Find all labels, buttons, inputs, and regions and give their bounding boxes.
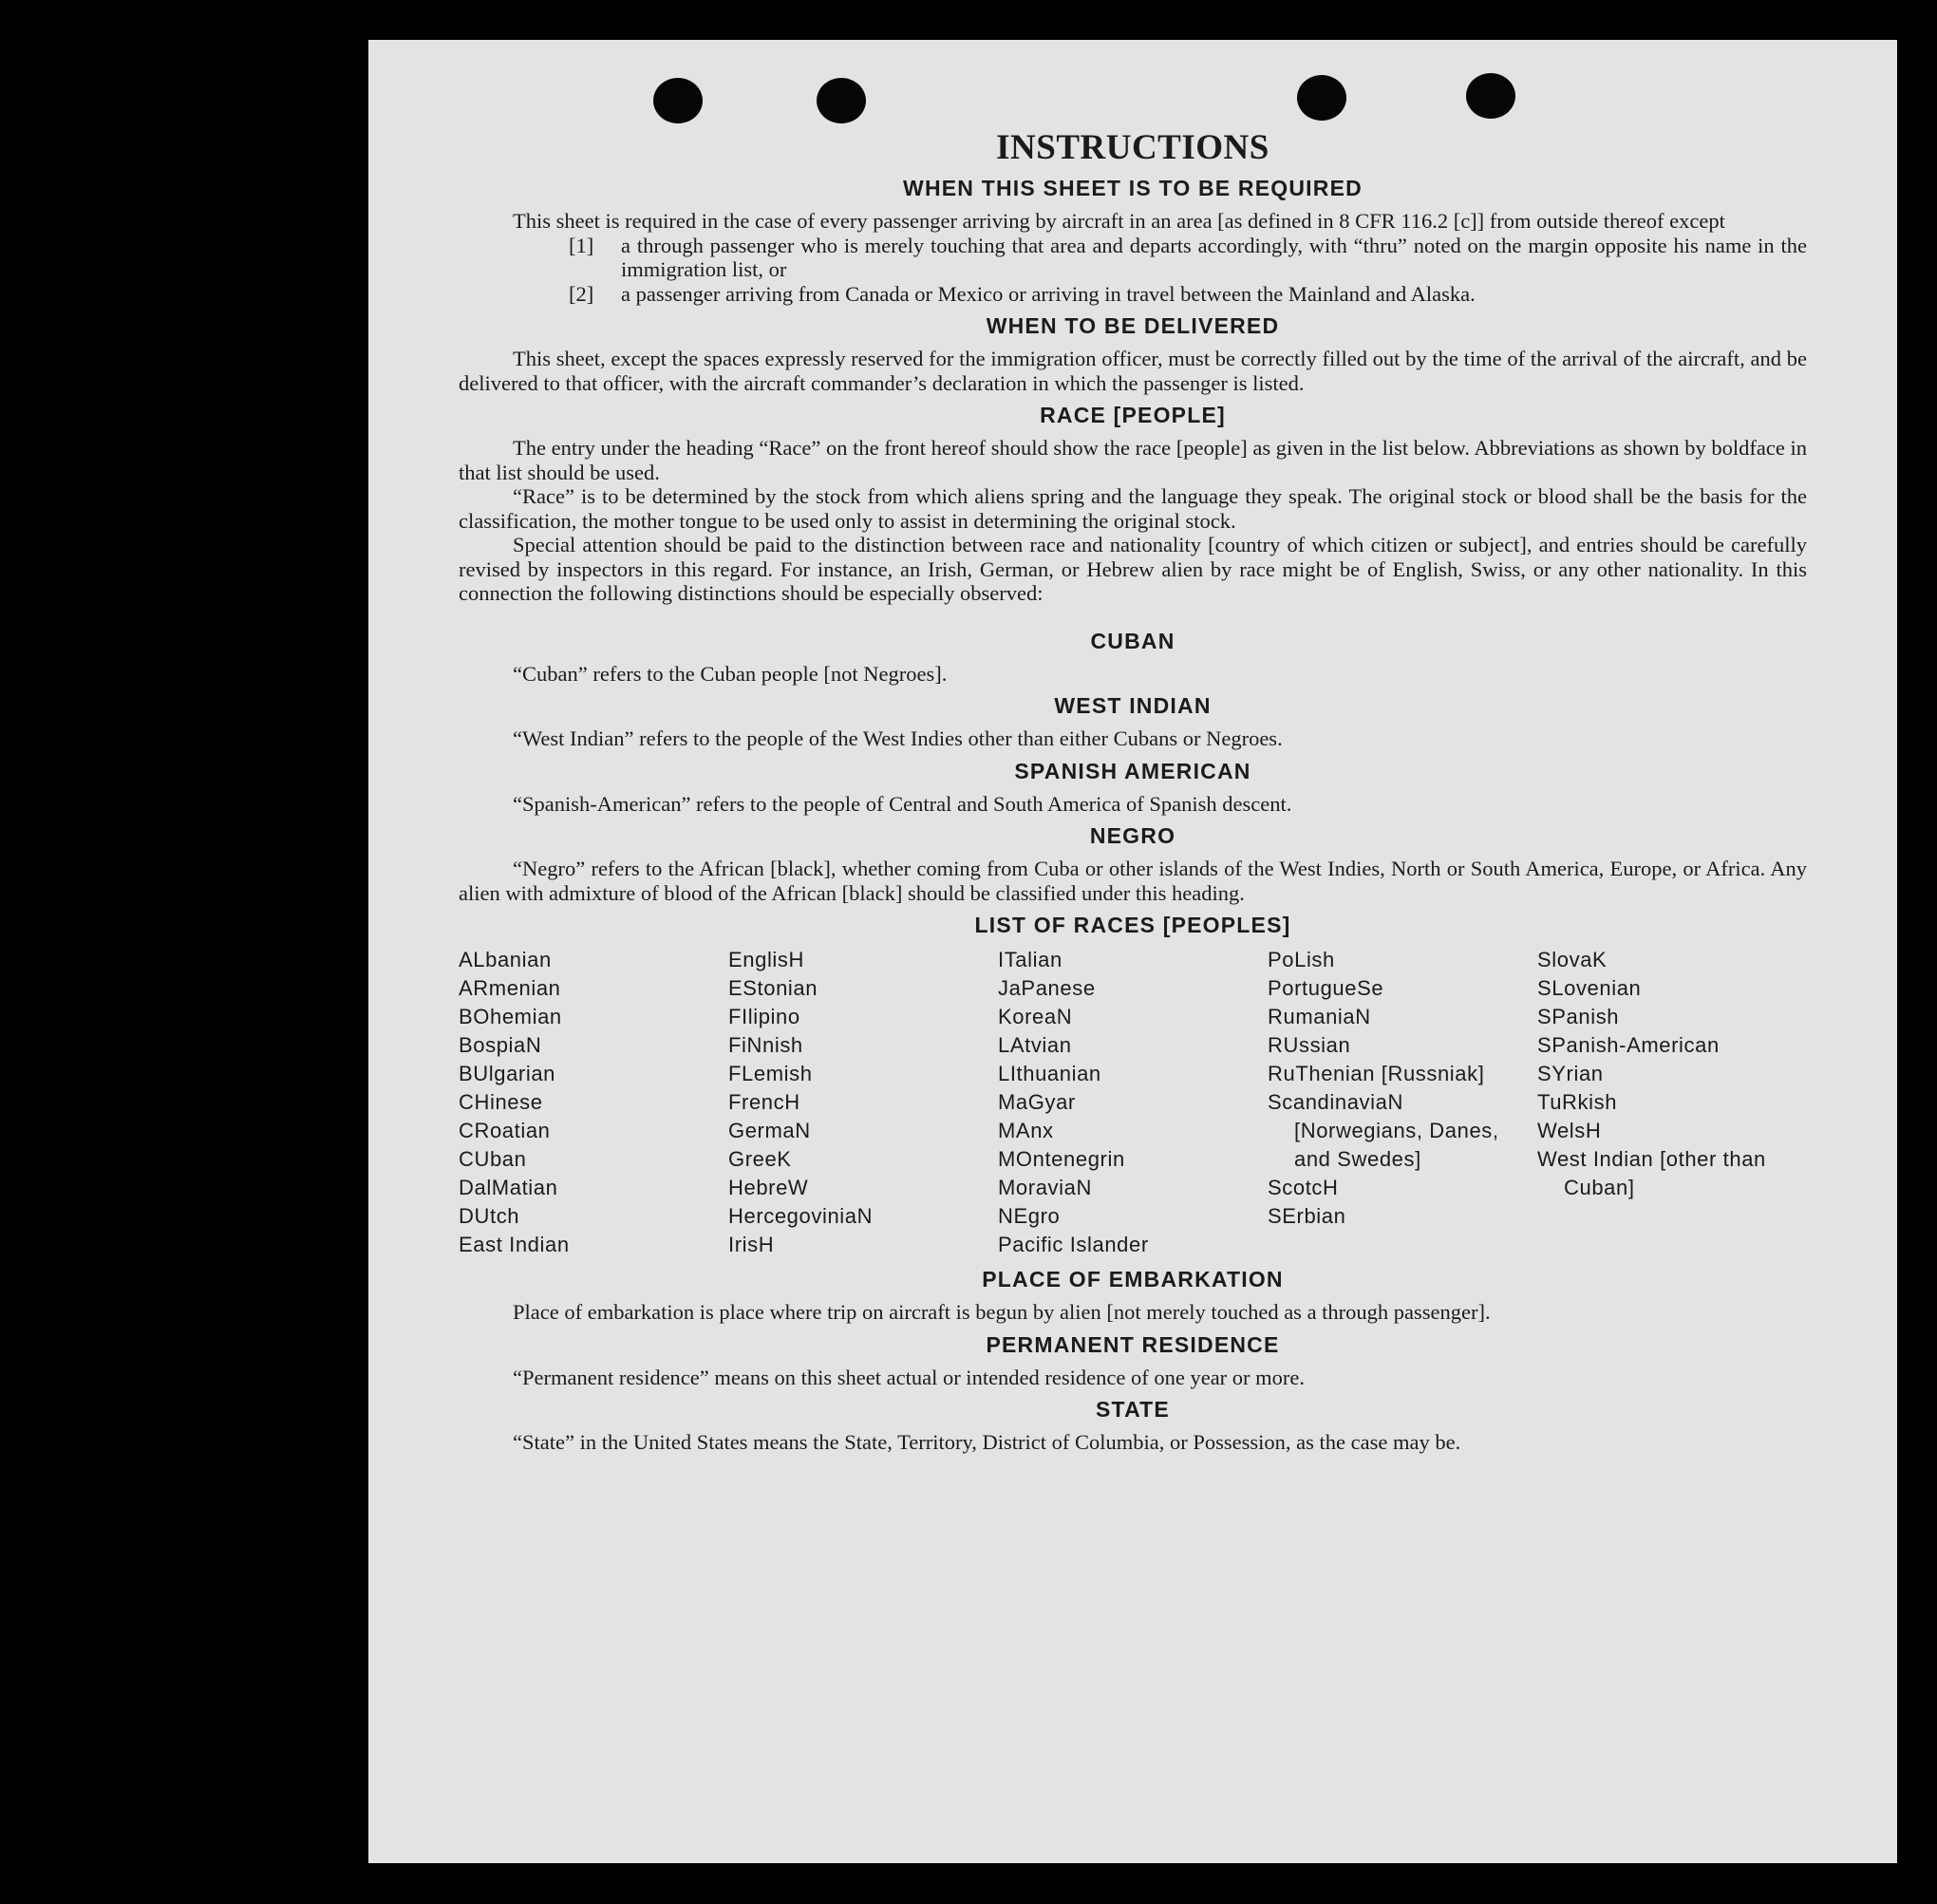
race-entry: RumaniaN (1268, 1005, 1371, 1028)
race-entry: SlovaK (1537, 948, 1608, 971)
race-entry: SYrian (1537, 1062, 1604, 1085)
punch-hole (1297, 75, 1346, 121)
heading-delivered: WHEN TO BE DELIVERED (986, 313, 1280, 338)
race-entry: WelsH (1537, 1119, 1602, 1142)
heading-required: WHEN THIS SHEET IS TO BE REQUIRED (903, 176, 1363, 200)
race-entry: MAnx (998, 1119, 1054, 1142)
race-column (1268, 946, 1537, 1259)
race-entry: SPanish (1537, 1005, 1620, 1028)
race-entry: BOhemian (459, 1005, 562, 1028)
race-entry: FIlipino (728, 1005, 800, 1028)
race-paragraph: “Race” is to be determined by the stock from which aliens spring and the language they speak. The original stock or blood shall be the basis for the classification, the mother tongue to be used only to assist in determining the original stock. (459, 484, 1807, 533)
race-column (728, 946, 998, 1259)
race-entry: ARmenian (459, 976, 561, 1000)
heading-permanent-residence: PERMANENT RESIDENCE (986, 1331, 1280, 1357)
race-entry: MOntenegrin (998, 1147, 1125, 1171)
race-entry: HercegoviniaN (728, 1204, 874, 1228)
state-text: “State” in the United States means the State, Territory, District of Columbia, or Possession, as the case may be. (513, 1430, 1461, 1454)
heading-state: STATE (1096, 1397, 1170, 1422)
race-entry: LAtvian (998, 1033, 1072, 1057)
race-entry: JaPanese (998, 976, 1096, 1000)
race-entry: ITalian (998, 948, 1063, 971)
race-entry: CHinese (459, 1090, 543, 1114)
race-entry: DalMatian (459, 1176, 558, 1199)
race-entry: MaGyar (998, 1090, 1076, 1114)
punch-hole (653, 78, 703, 123)
race-entry: FiNnish (728, 1033, 803, 1057)
race-entry: EnglisH (728, 948, 805, 971)
race-entry: KoreaN (998, 1005, 1073, 1028)
race-entry: LIthuanian (998, 1062, 1101, 1085)
race-entry: SLovenian (1537, 976, 1642, 1000)
exception-text: a through passenger who is merely touching that area and departs accordingly, with “thru” noted on the margin opposite his name in the immigration list, or (621, 233, 1807, 281)
heading-race: RACE [PEOPLE] (1040, 403, 1226, 427)
heading-embarkation: PLACE OF EMBARKATION (982, 1267, 1284, 1291)
race-entry: CUban (459, 1147, 527, 1171)
race-entry: TuRkish (1537, 1090, 1618, 1114)
race-entry: BospiaN (459, 1033, 542, 1057)
required-intro: This sheet is required in the case of every passenger arriving by aircraft in an area [as defined in 8 CFR 116.2 [c]] from outside thereof except (513, 209, 1725, 233)
race-paragraph: The entry under the heading “Race” on the front hereof should show the race [people] as given in the list below. Abbreviations as shown by boldface in that list should be used. (459, 436, 1807, 484)
race-entry: ScotcH (1268, 1176, 1339, 1199)
race-entry: SErbian (1268, 1204, 1346, 1228)
heading-west-indian: WEST INDIAN (1054, 693, 1212, 718)
race-entry: FrencH (728, 1090, 800, 1114)
race-entry: RUssian (1268, 1033, 1351, 1057)
race-paragraph: Special attention should be paid to the distinction between race and nationality [country of which citizen or subject], and entries should be carefully revised by inspectors in this regard. For instance, an Irish, German, or Hebrew alien by race might be of English, Swiss, or any other nationality. In this connection the following distinctions should be especially observed: (459, 533, 1807, 605)
race-entry: HebreW (728, 1176, 809, 1199)
spanish-american-text: “Spanish-American” refers to the people of Central and South America of Spanish descent. (513, 791, 1292, 816)
page-title: INSTRUCTIONS (996, 128, 1269, 167)
residence-text: “Permanent residence” means on this sheet actual or intended residence of one year or more. (513, 1365, 1306, 1389)
document-page (368, 40, 1897, 1863)
race-column (1537, 946, 1807, 1259)
delivered-text: This sheet, except the spaces expressly reserved for the immigration officer, must be correctly filled out by the time of the arrival of the aircraft, and be delivered to that officer, with the aircraft commander’s declaration in which the passenger is listed. (459, 347, 1807, 395)
exception-item (569, 282, 1807, 307)
race-column (998, 946, 1268, 1259)
heading-negro: NEGRO (1089, 823, 1176, 848)
race-column (459, 946, 728, 1259)
exception-number: [1] (569, 233, 594, 257)
race-entry: DUtch (459, 1204, 520, 1228)
race-entry: GreeK (728, 1147, 792, 1171)
race-entry: ScandinaviaN [Norwegians, Danes, and Swedes] (1268, 1090, 1499, 1171)
race-entry: East Indian (459, 1233, 570, 1256)
race-entry: BUlgarian (459, 1062, 556, 1085)
race-entry: PortugueSe (1268, 976, 1384, 1000)
race-list (459, 946, 1807, 1259)
race-entry: RuThenian [Russniak] (1268, 1062, 1485, 1085)
race-entry: GermaN (728, 1119, 811, 1142)
embarkation-text: Place of embarkation is place where trip on aircraft is begun by alien [not merely touched as a through passenger]. (513, 1300, 1491, 1324)
exception-text: a passenger arriving from Canada or Mexico or arriving in travel between the Mainland and Alaska. (621, 281, 1476, 306)
race-entry: FLemish (728, 1062, 813, 1085)
race-entry: PoLish (1268, 948, 1335, 971)
race-entry: MoraviaN (998, 1176, 1092, 1199)
negro-text: “Negro” refers to the African [black], whether coming from Cuba or other islands of the West Indies, North or South America, Europe, or Africa. Any alien with admixture of blood of the African [black] should be classified under this heading. (459, 857, 1807, 905)
punch-hole (817, 78, 866, 123)
exception-item (569, 234, 1807, 282)
cuban-text: “Cuban” refers to the Cuban people [not Negroes]. (513, 661, 948, 686)
race-entry: ALbanian (459, 948, 552, 971)
heading-cuban: CUBAN (1090, 628, 1175, 653)
west-indian-text: “West Indian” refers to the people of the West Indies other than either Cubans or Negroes. (513, 726, 1283, 750)
punch-hole (1466, 73, 1515, 119)
document-content (459, 127, 1807, 1455)
race-entry: CRoatian (459, 1119, 551, 1142)
race-entry: NEgro (998, 1204, 1061, 1228)
race-entry: EStonian (728, 976, 818, 1000)
heading-list-of-races: LIST OF RACES [PEOPLES] (974, 913, 1291, 937)
heading-spanish-american: SPANISH AMERICAN (1014, 758, 1251, 783)
race-entry: SPanish-American (1537, 1033, 1720, 1057)
race-entry: Pacific Islander (998, 1233, 1149, 1256)
race-entry: IrisH (728, 1233, 775, 1256)
exception-number: [2] (569, 281, 594, 306)
race-entry: West Indian [other than Cuban] (1537, 1147, 1766, 1199)
